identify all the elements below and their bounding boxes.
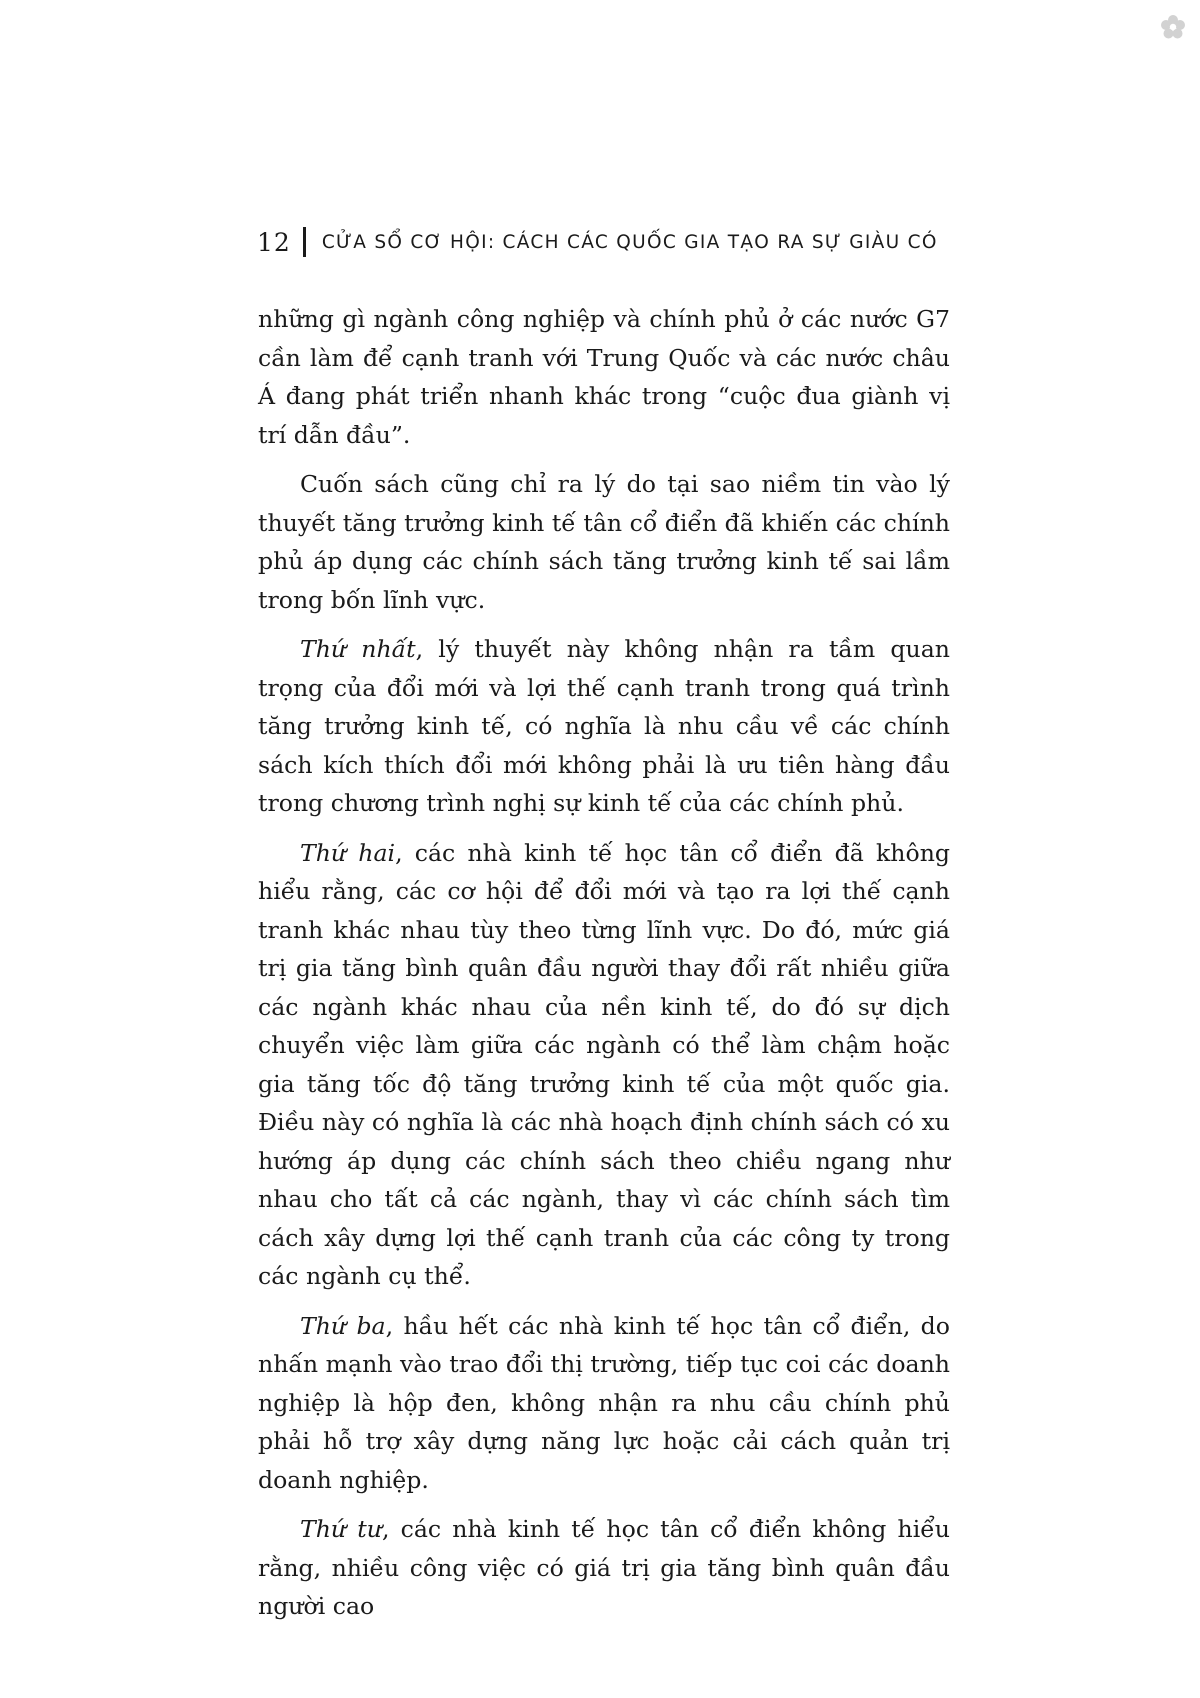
book-title: CỬA SỔ CƠ HỘI: CÁCH CÁC QUỐC GIA TẠO RA SỰ GIÀU CÓ [321, 231, 938, 253]
paragraph-3 [258, 630, 950, 823]
paragraph-4-text: , các nhà kinh tế học tân cổ điển đã không hiểu rằng, các cơ hội để đổi mới và tạo ra lợi thế cạnh tranh khác nhau tùy theo từng lĩnh vực. Do đó, mức giá trị gia tăng bình quân đầu người thay đổi rất nhiều giữa các ngành khác nhau của nền kinh tế, do đó sự dịch chuyển việc làm giữa các ngành có thể làm chậm hoặc gia tăng tốc độ tăng trưởng kinh tế của một quốc gia. Điều này có nghĩa là các nhà hoạch định chính sách có xu hướng áp dụng các chính sách theo chiều ngang như nhau cho tất cả các ngành, thay vì các chính sách tìm cách xây dựng lợi thế cạnh tranh của các công ty trong các ngành cụ thể. [258, 838, 950, 1290]
paragraph-6-lead: Thứ tư [300, 1515, 382, 1543]
paragraph-6-text: , các nhà kinh tế học tân cổ điển không hiểu rằng, nhiều công việc có giá trị gia tăng bình quân đầu người cao [258, 1515, 950, 1620]
paragraph-5-lead: Thứ ba [300, 1311, 386, 1340]
paragraph-1: những gì ngành công nghiệp và chính phủ ở các nước G7 cần làm để cạnh tranh với Trung Quốc và các nước châu Á đang phát triển nhanh khác trong “cuộc đua giành vị trí dẫn đầu”. [258, 305, 950, 449]
paragraph-5-text: , hầu hết các nhà kinh tế học tân cổ điển, do nhấn mạnh vào trao đổi thị trường, tiếp tục coi các doanh nghiệp là hộp đen, không nhận ra nhu cầu chính phủ phải hỗ trợ xây dựng năng lực hoặc cải cách quản trị doanh nghiệp. [258, 1311, 950, 1494]
flower-watermark-icon [1158, 12, 1188, 42]
paragraph-5 [258, 1307, 950, 1500]
paragraph-3-text: , lý thuyết này không nhận ra tầm quan trọng của đổi mới và lợi thế cạnh tranh trong quá trình tăng trưởng kinh tế, có nghĩa là nhu cầu về các chính sách kích thích đổi mới không phải là ưu tiên hàng đầu trong chương trình nghị sự kinh tế của các chính phủ. [258, 635, 950, 817]
body-text [258, 300, 950, 1637]
running-header [257, 222, 938, 262]
page-number: 12 [257, 227, 291, 257]
header-divider [303, 227, 306, 257]
paragraph-3-lead: Thứ nhất [300, 635, 416, 663]
paragraph-2: Cuốn sách cũng chỉ ra lý do tại sao niềm tin vào lý thuyết tăng trưởng kinh tế tân cổ điển đã khiến các chính phủ áp dụng các chính sách tăng trưởng kinh tế sai lầm trong bốn lĩnh vực. [258, 470, 950, 614]
paragraph-4-lead: Thứ hai [300, 838, 396, 867]
paragraph-4 [258, 834, 950, 1296]
paragraph-6 [258, 1510, 950, 1626]
